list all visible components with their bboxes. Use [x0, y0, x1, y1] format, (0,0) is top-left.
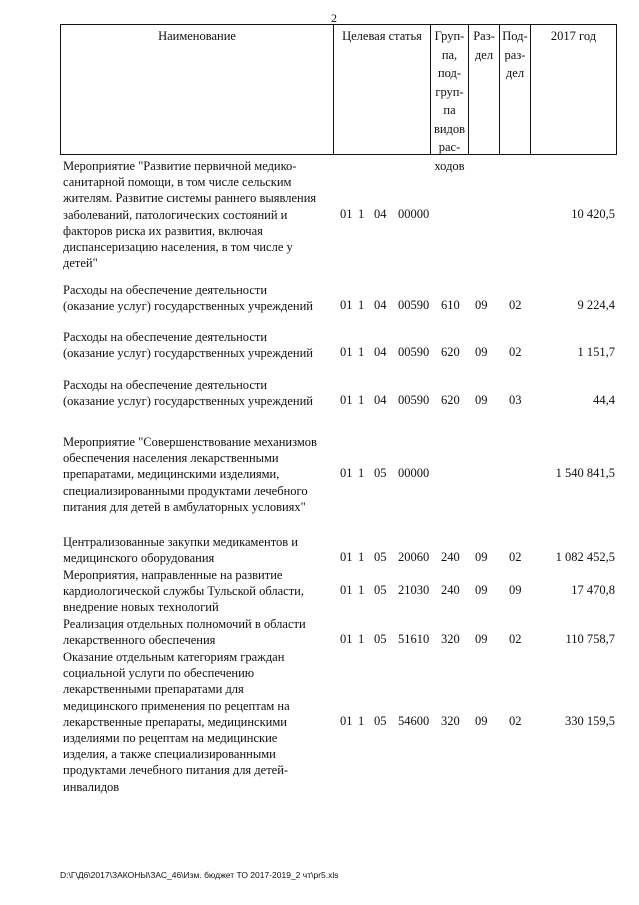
target-code-direction: 20060 [398, 550, 430, 565]
amount-2017: 1 082 452,5 [555, 550, 615, 565]
row-name-line: факторов риска их развития, включая [63, 223, 263, 238]
table-row [60, 567, 617, 616]
target-code-program: 01 [340, 713, 353, 728]
row-name-line: питания для детей в амбулаторных условиях" [63, 499, 306, 514]
section-code: 09 [475, 583, 488, 598]
target-code-sub: 1 [358, 583, 365, 598]
header-line: дел [474, 47, 494, 62]
target-code-main: 05 [374, 550, 387, 565]
target-code-sub: 1 [358, 466, 365, 481]
target-code-direction: 00000 [398, 466, 430, 481]
target-code-main: 05 [374, 466, 387, 481]
row-name-line: диспансеризацию населения, в том числе у [63, 240, 293, 255]
table-row [60, 377, 617, 409]
amount-2017: 17 470,8 [571, 583, 615, 598]
row-name-line: детей" [63, 256, 98, 271]
target-code-sub: 1 [358, 298, 365, 313]
header-section [469, 25, 500, 154]
amount-2017: 110 758,7 [565, 632, 615, 647]
table-row [60, 158, 617, 271]
section-code: 09 [475, 550, 488, 565]
target-code-program: 01 [340, 298, 353, 313]
amount-2017: 44,4 [593, 393, 615, 408]
row-name [63, 329, 333, 361]
row-name-line: Централизованные закупки медикаментов и [63, 535, 298, 549]
target-code-sub: 1 [358, 632, 365, 647]
subsection-code: 02 [509, 345, 522, 360]
row-name [63, 158, 333, 271]
row-name-line: обеспечения населения лекарственными [63, 451, 279, 466]
header-line: рас- [438, 140, 461, 154]
section-code: 09 [475, 345, 488, 360]
subsection-code: 09 [509, 583, 522, 598]
expense-group: 240 [441, 583, 460, 598]
row-name-line: санитарной помощи, в том числе сельским [63, 175, 292, 190]
expense-group: 610 [441, 298, 460, 313]
target-code-main: 04 [374, 393, 387, 408]
row-name-line: лекарственные препараты, медицинскими [63, 714, 287, 729]
target-code-direction: 00590 [398, 345, 430, 360]
row-name-line: Мероприятия, направленные на развитие [63, 568, 283, 582]
target-code-sub: 1 [358, 345, 365, 360]
header-subsection [500, 25, 531, 154]
header-line: Раз- [473, 29, 495, 43]
header-target: Целевая статья [334, 25, 431, 154]
amount-2017: 1 151,7 [577, 345, 615, 360]
target-code-direction: 00590 [398, 393, 430, 408]
amount-2017: 9 224,4 [577, 298, 615, 313]
row-name-line: (оказание услуг) государственных учреждений [63, 346, 313, 361]
row-name [63, 616, 333, 648]
target-code-sub: 1 [358, 713, 365, 728]
row-name-line: инвалидов [63, 779, 120, 794]
row-name-line: жителям. Развитие системы раннего выявления [63, 191, 317, 206]
target-code-direction: 51610 [398, 632, 430, 647]
section-code: 09 [475, 713, 488, 728]
row-name-line: препаратами, медицинскими изделиями, [63, 467, 280, 482]
row-name-line: изделиями по рецептам на медицинские [63, 731, 278, 746]
target-code-sub: 1 [358, 206, 365, 221]
header-line: па, [441, 47, 458, 62]
section-code: 09 [475, 393, 488, 408]
row-name-line: заболеваний, патологических состояний и [63, 207, 288, 222]
row-name [63, 377, 333, 409]
amount-2017: 1 540 841,5 [555, 466, 615, 481]
row-name-line: Оказание отдельным категориям граждан [63, 650, 285, 664]
row-name [63, 282, 333, 314]
section-code: 09 [475, 632, 488, 647]
expense-group: 320 [441, 713, 460, 728]
row-name-line: медицинского оборудования [63, 551, 215, 566]
table-row [60, 329, 617, 361]
table-row [60, 616, 617, 648]
target-code-program: 01 [340, 206, 353, 221]
target-code-main: 05 [374, 632, 387, 647]
expense-group: 240 [441, 550, 460, 565]
row-name-line: (оказание услуг) государственных учреждений [63, 299, 313, 314]
header-line: Под- [502, 29, 528, 43]
row-name-line: социальной услуги по обеспечению [63, 666, 255, 681]
file-path-footer: D:\Г\Д6\2017\ЗАКОНЫ\ЗАС_46\Изм. бюджет ТО 2017-2019_2 чт\pr5.xls [60, 870, 339, 880]
amount-2017: 10 420,5 [571, 206, 615, 221]
target-code-direction: 21030 [398, 583, 430, 598]
header-year: 2017 год [550, 29, 597, 43]
target-code-sub: 1 [358, 393, 365, 408]
target-code-main: 04 [374, 298, 387, 313]
expense-group: 620 [441, 345, 460, 360]
target-code-program: 01 [340, 345, 353, 360]
row-name-line: Расходы на обеспечение деятельности [63, 378, 268, 392]
target-code-program: 01 [340, 466, 353, 481]
row-name [63, 649, 333, 795]
target-code-direction: 00590 [398, 298, 430, 313]
target-code-program: 01 [340, 550, 353, 565]
row-name-line: специализированными продуктами лечебного [63, 483, 308, 498]
page-number: 2 [331, 11, 337, 25]
amount-2017: 330 159,5 [565, 713, 615, 728]
header-line: груп- [435, 84, 464, 99]
row-name [63, 434, 333, 515]
header-line: под- [437, 66, 462, 80]
target-code-direction: 00000 [398, 206, 430, 221]
row-name-line: Расходы на обеспечение деятельности [63, 283, 268, 297]
target-code-program: 01 [340, 632, 353, 647]
header-line: Груп- [434, 29, 465, 43]
expense-group: 620 [441, 393, 460, 408]
header-line: дел [505, 66, 525, 80]
subsection-code: 02 [509, 632, 522, 647]
header-line: видов [433, 121, 466, 136]
expense-group: 320 [441, 632, 460, 647]
row-name [63, 567, 333, 616]
subsection-code: 02 [509, 550, 522, 565]
row-name-line: Реализация отдельных полномочий в области [63, 617, 306, 631]
header-group [431, 25, 469, 173]
row-name-line: лекарственными препаратами для [63, 682, 244, 697]
target-code-sub: 1 [358, 550, 365, 565]
row-name-line: изделия, а также специализированными [63, 747, 276, 762]
header-line: ходов [434, 158, 465, 173]
target-code-main: 04 [374, 206, 387, 221]
row-name-line: внедрение новых технологий [63, 600, 219, 615]
row-name-line: продуктами лечебного питания для детей- [63, 763, 289, 778]
target-code-main: 04 [374, 345, 387, 360]
row-name [63, 534, 333, 566]
row-name-line: Расходы на обеспечение деятельности [63, 330, 268, 344]
row-name-line: Мероприятие "Развитие первичной медико- [63, 159, 297, 173]
table-row [60, 282, 617, 314]
target-code-main: 05 [374, 713, 387, 728]
table-row [60, 649, 617, 795]
row-name-line: Мероприятие "Совершенствование механизмов [63, 435, 317, 449]
table-row [60, 534, 617, 566]
target-code-direction: 54600 [398, 713, 430, 728]
table-row [60, 434, 617, 515]
row-name-line: медицинского применения по рецептам на [63, 698, 290, 713]
section-code: 09 [475, 298, 488, 313]
header-line: раз- [504, 47, 526, 62]
row-name-line: лекарственного обеспечения [63, 633, 216, 648]
subsection-code: 02 [509, 713, 522, 728]
target-code-program: 01 [340, 583, 353, 598]
header-line: па [443, 103, 456, 117]
subsection-code: 03 [509, 393, 522, 408]
target-code-main: 05 [374, 583, 387, 598]
row-name-line: кардиологической службы Тульской области, [63, 584, 304, 599]
row-name-line: (оказание услуг) государственных учреждений [63, 394, 313, 409]
subsection-code: 02 [509, 298, 522, 313]
target-code-program: 01 [340, 393, 353, 408]
header-name: Наименование [61, 25, 334, 154]
